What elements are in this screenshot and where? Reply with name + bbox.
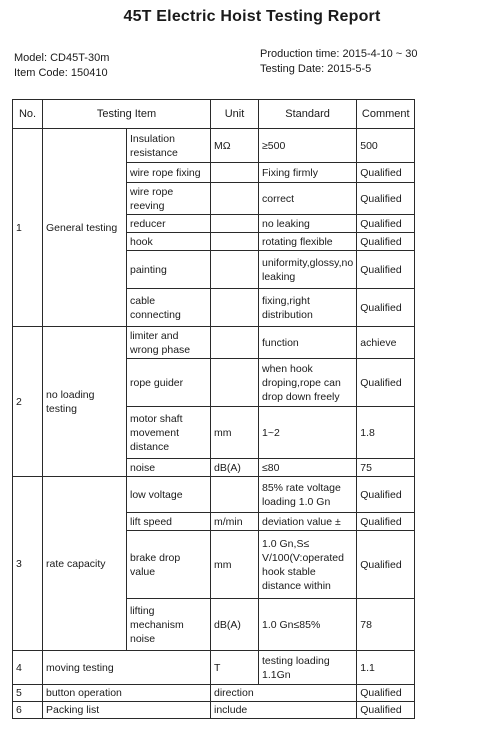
unit-cell	[211, 251, 259, 289]
group-no-cell: 3	[13, 477, 43, 651]
unit-cell	[211, 359, 259, 407]
header-testing-item: Testing Item	[43, 100, 211, 129]
table-row	[13, 327, 415, 359]
standard-cell: ≥500	[259, 129, 357, 163]
unit-cell	[211, 233, 259, 251]
unit-cell: mm	[211, 407, 259, 459]
group-name-cell: rate capacity	[43, 477, 127, 651]
header-unit: Unit	[211, 100, 259, 129]
table-row	[13, 651, 415, 685]
unit-cell: include	[211, 702, 357, 719]
unit-cell	[211, 183, 259, 215]
standard-cell: 1.0 Gn≤85%	[259, 599, 357, 651]
standard-cell: fixing,right distribution	[259, 289, 357, 327]
unit-cell: direction	[211, 685, 357, 702]
unit-cell: m/min	[211, 513, 259, 531]
comment-cell: Qualified	[357, 513, 415, 531]
report-meta-right	[260, 47, 417, 77]
item-cell: lifting mechanism noise	[127, 599, 211, 651]
item-cell: wire rope fixing	[127, 163, 211, 183]
item-cell: limiter and wrong phase	[127, 327, 211, 359]
group-no-cell: 1	[13, 129, 43, 327]
item-cell: Insulation resistance	[127, 129, 211, 163]
item-cell: painting	[127, 251, 211, 289]
unit-cell	[211, 327, 259, 359]
group-name-cell: General testing	[43, 129, 127, 327]
item-cell: cable connecting	[127, 289, 211, 327]
standard-cell: 1~2	[259, 407, 357, 459]
standard-cell: testing loading 1.1Gn	[259, 651, 357, 685]
comment-cell: 75	[357, 459, 415, 477]
item-cell: brake drop value	[127, 531, 211, 599]
standard-cell: 1.0 Gn,S≤ V/100(V:operated hook stable distance within	[259, 531, 357, 599]
unit-cell: dB(A)	[211, 599, 259, 651]
comment-cell: Qualified	[357, 251, 415, 289]
group-no-cell: 2	[13, 327, 43, 477]
item-code-text: Item Code: 150410	[14, 67, 108, 79]
comment-cell: Qualified	[357, 531, 415, 599]
standard-cell: uniformity,glossy,no leaking	[259, 251, 357, 289]
item-cell: lift speed	[127, 513, 211, 531]
item-cell: noise	[127, 459, 211, 477]
unit-cell	[211, 163, 259, 183]
unit-cell: T	[211, 651, 259, 685]
unit-cell	[211, 215, 259, 233]
table-header-row	[13, 100, 415, 129]
comment-cell: Qualified	[357, 702, 415, 719]
comment-cell: Qualified	[357, 477, 415, 513]
standard-cell: rotating flexible	[259, 233, 357, 251]
table-row	[13, 685, 415, 702]
comment-cell: Qualified	[357, 289, 415, 327]
comment-cell: 78	[357, 599, 415, 651]
standard-cell: function	[259, 327, 357, 359]
production-time-text: Production time: 2015-4-10 ~ 30	[260, 48, 418, 60]
comment-cell: Qualified	[357, 183, 415, 215]
comment-cell: Qualified	[357, 233, 415, 251]
comment-cell: achieve	[357, 327, 415, 359]
unit-cell	[211, 477, 259, 513]
comment-cell: Qualified	[357, 685, 415, 702]
item-cell: low voltage	[127, 477, 211, 513]
unit-cell: MΩ	[211, 129, 259, 163]
report-title: 45T Electric Hoist Testing Report	[123, 8, 381, 25]
item-cell: reducer	[127, 215, 211, 233]
standard-cell: no leaking	[259, 215, 357, 233]
table-row	[13, 702, 415, 719]
row-no-cell: 4	[13, 651, 43, 685]
header-no: No.	[13, 100, 43, 129]
comment-cell: Qualified	[357, 163, 415, 183]
item-cell: hook	[127, 233, 211, 251]
comment-cell: Qualified	[357, 215, 415, 233]
unit-cell: mm	[211, 531, 259, 599]
header-comment: Comment	[357, 100, 415, 129]
standard-cell: ≤80	[259, 459, 357, 477]
table-row	[13, 129, 415, 163]
comment-cell: 500	[357, 129, 415, 163]
group-name-cell: no loading testing	[43, 327, 127, 477]
item-cell: moving testing	[43, 651, 211, 685]
comment-cell: 1.8	[357, 407, 415, 459]
item-cell: Packing list	[43, 702, 211, 719]
table-row	[13, 477, 415, 513]
item-cell: button operation	[43, 685, 211, 702]
unit-cell: dB(A)	[211, 459, 259, 477]
item-cell: wire rope reeving	[127, 183, 211, 215]
comment-cell: Qualified	[357, 359, 415, 407]
header-standard: Standard	[259, 100, 357, 129]
unit-cell	[211, 289, 259, 327]
comment-cell: 1.1	[357, 651, 415, 685]
report-meta-left	[14, 51, 109, 81]
item-cell: rope guider	[127, 359, 211, 407]
testing-date-text: Testing Date: 2015-5-5	[260, 63, 372, 75]
standard-cell: correct	[259, 183, 357, 215]
row-no-cell: 6	[13, 702, 43, 719]
standard-cell: when hook droping,rope can drop down freely	[259, 359, 357, 407]
row-no-cell: 5	[13, 685, 43, 702]
testing-table	[12, 99, 415, 719]
item-cell: motor shaft movement distance	[127, 407, 211, 459]
standard-cell: deviation value ±	[259, 513, 357, 531]
model-text: Model: CD45T-30m	[14, 52, 110, 64]
standard-cell: 85% rate voltage loading 1.0 Gn	[259, 477, 357, 513]
standard-cell: Fixing firmly	[259, 163, 357, 183]
